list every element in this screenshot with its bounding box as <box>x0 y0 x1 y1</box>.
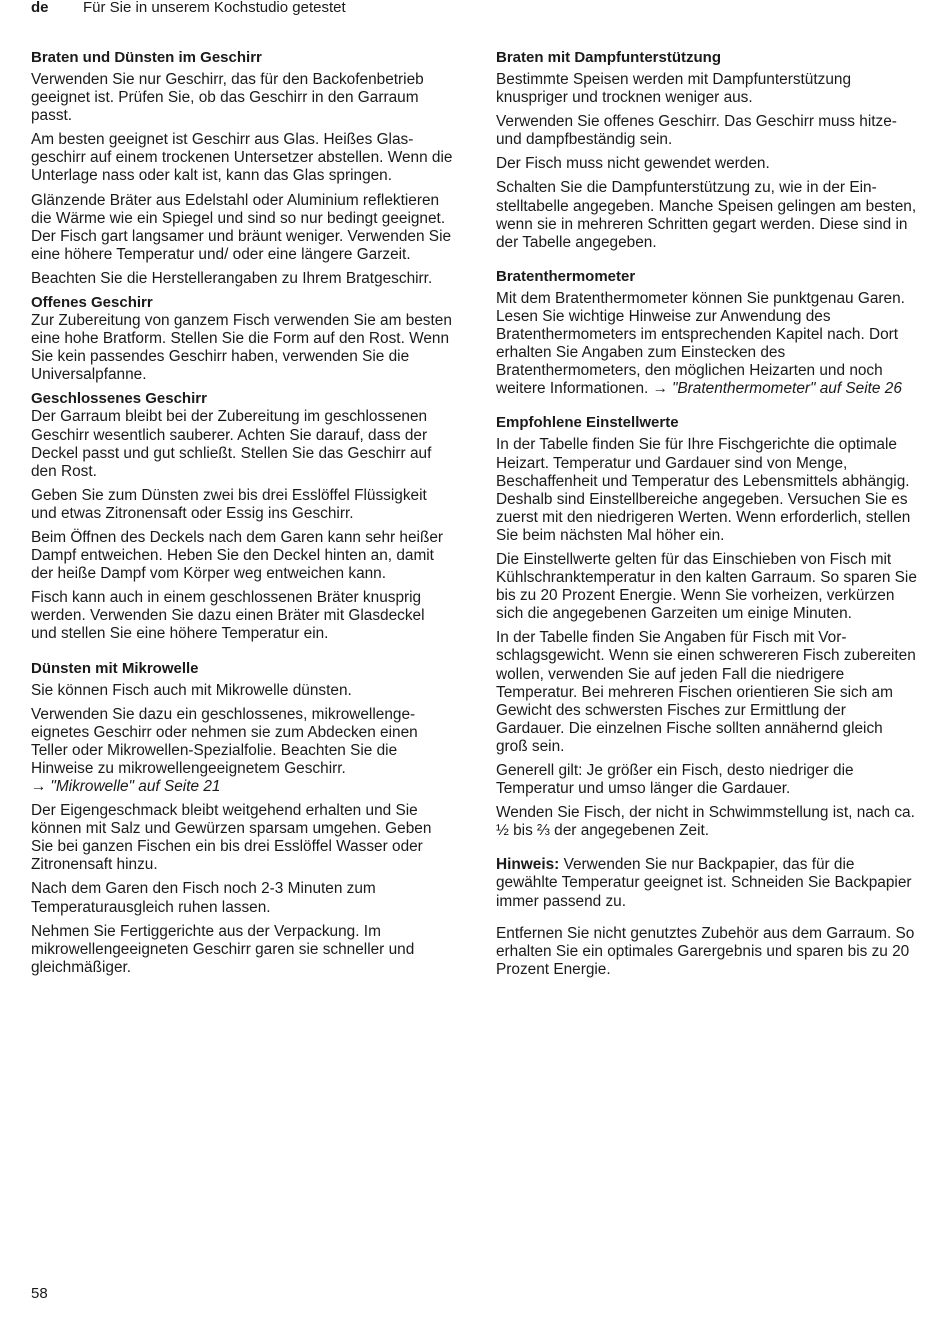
paragraph: Verwenden Sie nur Geschirr, das für den Backofenbetrieb geeignet ist. Prüfen Sie, ob das Geschirr in den Garraum passt. <box>31 71 424 125</box>
paragraph: Nach dem Garen den Fisch noch 2-3 Minuten zum Temperaturausgleich ruhen lassen. <box>31 880 376 916</box>
arrow-right-icon: → <box>31 778 47 795</box>
paragraph: Wenden Sie Fisch, der nicht in Schwimmstellung ist, nach ca. ½ bis ⅔ der angegebenen Zeit. <box>496 804 915 840</box>
paragraph: Die Einstellwerte gelten für das Einschieben von Fisch mit Kühlschranktemperatur in den kalten Garraum. So sparen Sie bis zu 20 Prozent Energie. Wenn Sie vorheizen, verkürzen sich die angegebenen Garzeiten um einige Minuten. <box>496 550 917 623</box>
paragraph: Der Fisch muss nicht gewendet werden. <box>496 155 770 173</box>
note-label: Hinweis: <box>496 856 560 874</box>
paragraph: Generell gilt: Je größer ein Fisch, desto niedriger die Temperatur und umso länger die Gardauer. <box>496 762 854 798</box>
right-column <box>496 49 918 985</box>
page-number: 58 <box>31 1285 48 1302</box>
paragraph: Schalten Sie die Dampfunterstützung zu, wie in der Einstelltabelle angegeben. Manche Speisen gelingen am besten, wenn sie in mehreren Schritten gegart werden. Diese sind in der Tabelle angegeben. <box>496 179 917 251</box>
section-braten-duensten <box>31 49 453 644</box>
section-einstellwerte <box>496 414 918 840</box>
language-code: de <box>31 0 49 16</box>
section-heading: Bratenthermometer <box>496 267 636 285</box>
arrow-right-icon: → <box>652 380 668 398</box>
subsection-heading: Geschlossenes Geschirr <box>31 390 207 408</box>
subsection-heading: Offenes Geschirr <box>31 294 153 312</box>
paragraph-text: Mit dem Bratenthermometer können Sie punktgenau Garen. Lesen Sie wichtige Hinweise zur Anwendung des Bratenthermometers im entsprechenden Kapitel nach. Dort erhalten Sie Angaben zum Einstecken des Bratenthermometers, den möglichen Heizarten und noch weitere Informationen. <box>496 289 905 398</box>
paragraph: Verwenden Sie offenes Geschirr. Das Geschirr muss hitze- und dampfbeständig sein. <box>496 113 897 149</box>
section-heading: Empfohlene Einstellwerte <box>496 414 679 432</box>
paragraph: In der Tabelle finden Sie Angaben für Fisch mit Vorschlagsgewicht. Wenn sie einen schwereren Fisch zubereiten wollen, verwenden Sie auf jeden Fall die niedrigere Temperatur. Bei mehreren Fischen orientieren Sie sich am Gewicht des schwersten Fisches zur Ermittlung der Gardauer. Die einzelnen Fische sollten annähernd gleich groß sein. <box>496 629 916 755</box>
subsection-geschlossenes-geschirr <box>31 390 453 643</box>
paragraph: Sie können Fisch auch mit Mikrowelle dünsten. <box>31 681 352 699</box>
section-heading: Braten und Dünsten im Geschirr <box>31 49 262 66</box>
section-braten-dampf <box>496 49 918 252</box>
paragraph-text: Verwenden Sie dazu ein geschlossenes, mikrowellengeeignetes Geschirr oder nehmen sie zum Abdecken einen Teller oder Mikrowellen-Spezialfolie. Beachten Sie die Hinweise zu mikrowellengeeignetem Geschirr. <box>31 705 418 777</box>
chapter-title: Für Sie in unserem Kochstudio getestet <box>83 0 346 16</box>
note-block <box>496 856 918 910</box>
paragraph: Zur Zubereitung von ganzem Fisch verwenden Sie am besten eine hohe Bratform. Stellen Sie die Form auf den Rost. Wenn Sie kein passendes Geschirr haben, verwenden Sie die Universalpfanne. <box>31 312 452 384</box>
paragraph: Fisch kann auch in einem geschlossenen Bräter knusprig werden. Verwenden Sie dazu einen Bräter mit Glasdeckel und stellen Sie eine höhere Temperatur ein. <box>31 589 425 643</box>
paragraph: Der Eigengeschmack bleibt weitgehend erhalten und Sie können mit Salz und Gewürzen sparsam umgehen. Geben Sie bei ganzen Fischen ein bis drei Esslöffel Wasser oder Zitronensaft hinzu. <box>31 802 432 874</box>
page-header <box>31 0 346 18</box>
section-heading: Dünsten mit Mikrowelle <box>31 659 199 677</box>
section-bratenthermometer <box>496 268 918 399</box>
left-column <box>31 49 453 993</box>
paragraph: Der Garraum bleibt bei der Zubereitung im geschlossenen Geschirr wesentlich sauberer. Achten Sie darauf, dass der Deckel passt und gut schließt. Stellen Sie das Geschirr auf den Rost. <box>31 408 432 480</box>
paragraph: Geben Sie zum Dünsten zwei bis drei Esslöffel Flüssigkeit und etwas Zitronensaft oder Essig ins Geschirr. <box>31 486 427 522</box>
paragraph: Glänzende Bräter aus Edelstahl oder Aluminium reflektieren die Wärme wie ein Spiegel und sind so nur bedingt geeignet. Der Fisch gart langsamer und bräunt weniger. Verwenden Sie eine höhere Temperatur und/ oder eine längere Garzeit. <box>31 191 452 263</box>
paragraph: Nehmen Sie Fertiggerichte aus der Verpackung. Im mikrowellengeeigneten Geschirr garen sie schneller und gleichmäßiger. <box>31 922 415 976</box>
paragraph: Beim Öffnen des Deckels nach dem Garen kann sehr heißer Dampf entweichen. Heben Sie den Deckel hinten an, damit der heiße Dampf vom Körper weg entweichen kann. <box>31 528 444 583</box>
cross-reference-link[interactable]: "Mikrowelle" auf Seite 21 <box>50 778 221 795</box>
cross-reference-link[interactable]: "Bratenthermometer" auf Seite 26 <box>671 380 902 398</box>
subsection-offenes-geschirr <box>31 294 453 384</box>
note-text: Verwenden Sie nur Backpapier, das für die gewählte Temperatur geeignet ist. Schneiden Sie Backpapier immer passend zu. <box>496 856 912 910</box>
paragraph: Am besten geeignet ist Geschirr aus Glas. Heißes Glasgeschirr auf einem trockenen Untersetzer abstellen. Wenn die Unterlage nass oder kalt ist, kann das Glas springen. <box>31 131 453 185</box>
paragraph: Beachten Sie die Herstellerangaben zu Ihrem Bratgeschirr. <box>31 269 433 287</box>
paragraph: In der Tabelle finden Sie für Ihre Fischgerichte die optimale Heizart. Temperatur und Gardauer sind von Menge, Beschaffenheit und Temperatur des Lebensmittels abhängig. Deshalb sind Einstellbereiche angegeben. Versuchen Sie es zuerst mit den niedrigeren Werten. Wenn erforderlich, stellen Sie beim nächsten Mal höher ein. <box>496 436 911 544</box>
paragraph: Entfernen Sie nicht genutztes Zubehör aus dem Garraum. So erhalten Sie ein optimales Garergebnis und sparen bis zu 20 Prozent Energie. <box>496 924 915 978</box>
paragraph: Bestimmte Speisen werden mit Dampfunterstützung knuspriger und trocknen weniger aus. <box>496 71 851 107</box>
paragraph-with-xref <box>31 706 453 796</box>
section-heading: Braten mit Dampfunterstützung <box>496 49 721 66</box>
paragraph-with-xref <box>496 290 918 399</box>
section-duensten-mikrowelle <box>31 660 453 977</box>
